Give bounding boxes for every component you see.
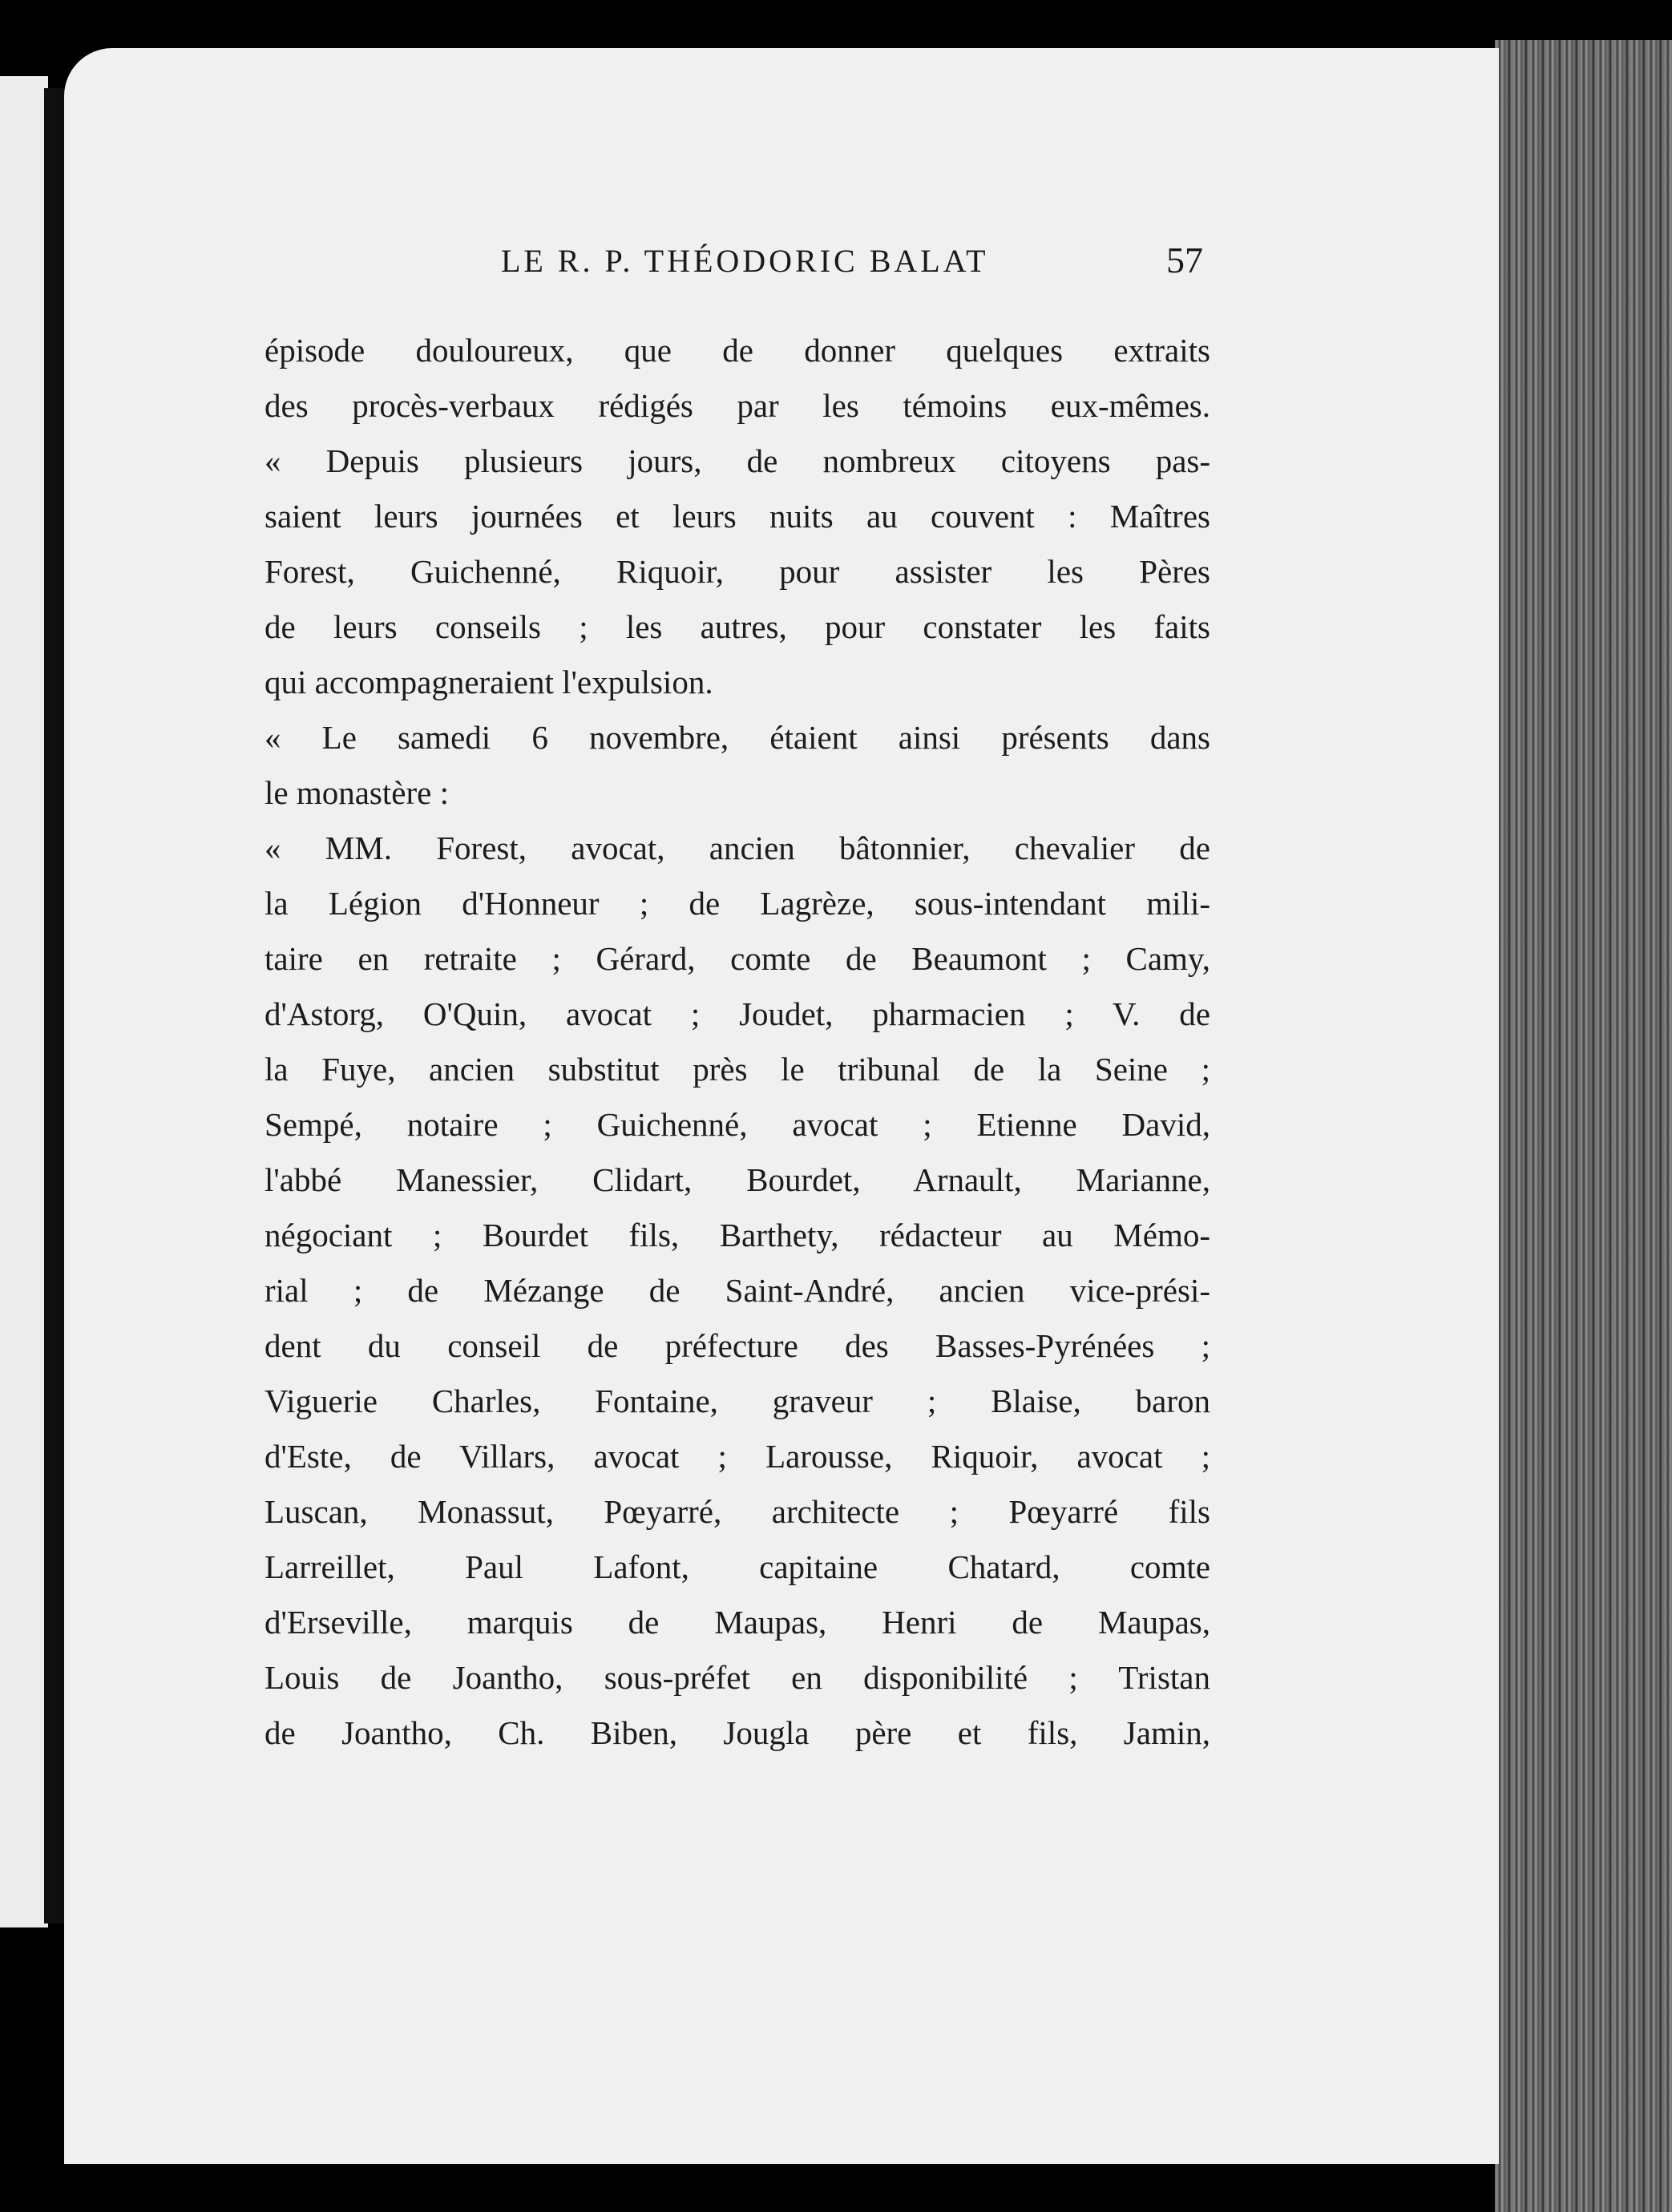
text-line: « MM. Forest, avocat, ancien bâtonnier, chevalier de — [265, 830, 1210, 866]
text-line: Viguerie Charles, Fontaine, graveur ; Blaise, baron — [265, 1382, 1210, 1419]
text-line: saient leurs journées et leurs nuits au couvent : Maîtres — [265, 498, 1210, 535]
text-line: qui accompagneraient l'expulsion. — [265, 664, 713, 700]
text-line: de leurs conseils ; les autres, pour constater les faits — [265, 608, 1210, 645]
text-line: Larreillet, Paul Lafont, capitaine Chatard, comte — [265, 1548, 1210, 1585]
text-line: d'Astorg, O'Quin, avocat ; Joudet, pharmacien ; V. de — [265, 995, 1210, 1032]
text-line: des procès-verbaux rédigés par les témoins eux-mêmes. — [265, 387, 1210, 424]
text-line: taire en retraite ; Gérard, comte de Beaumont ; Camy, — [265, 940, 1210, 977]
text-line: l'abbé Manessier, Clidart, Bourdet, Arnault, Marianne, — [265, 1161, 1210, 1198]
text-line: la Légion d'Honneur ; de Lagrèze, sous-intendant mili- — [265, 885, 1210, 922]
text-line: « Le samedi 6 novembre, étaient ainsi présents dans — [265, 719, 1210, 756]
text-line: la Fuye, ancien substitut près le tribunal de la Seine ; — [265, 1051, 1210, 1088]
text-line: Forest, Guichenné, Riquoir, pour assister les Pères — [265, 553, 1210, 590]
running-title: LE R. P. THÉODORIC BALAT — [501, 243, 989, 279]
text-line: rial ; de Mézange de Saint-André, ancien vice-prési- — [265, 1272, 1210, 1309]
text-line: épisode douloureux, que de donner quelques extraits — [265, 332, 1210, 369]
text-line: Luscan, Monassut, Pœyarré, architecte ; Pœyarré fils — [265, 1493, 1210, 1530]
text-line: « Depuis plusieurs jours, de nombreux citoyens pas- — [265, 442, 1210, 479]
text-line: dent du conseil de préfecture des Basses-Pyrénées ; — [265, 1327, 1210, 1364]
text-line: de Joantho, Ch. Biben, Jougla père et fils, Jamin, — [265, 1714, 1210, 1751]
text-line: négociant ; Bourdet fils, Barthety, rédacteur au Mémo- — [265, 1217, 1210, 1253]
text-line: le monastère : — [265, 774, 449, 811]
page-block-edges — [1495, 40, 1672, 2212]
text-line: Louis de Joantho, sous-préfet en disponibilité ; Tristan — [265, 1659, 1210, 1696]
facing-page-edge — [0, 76, 48, 1927]
text-line: d'Erseville, marquis de Maupas, Henri de Maupas, — [265, 1604, 1210, 1641]
text-line: Sempé, notaire ; Guichenné, avocat ; Etienne David, — [265, 1106, 1210, 1143]
text-line: d'Este, de Villars, avocat ; Larousse, Riquoir, avocat ; — [265, 1438, 1210, 1475]
body-text — [265, 323, 1210, 1761]
page-number: 57 — [1166, 240, 1203, 281]
